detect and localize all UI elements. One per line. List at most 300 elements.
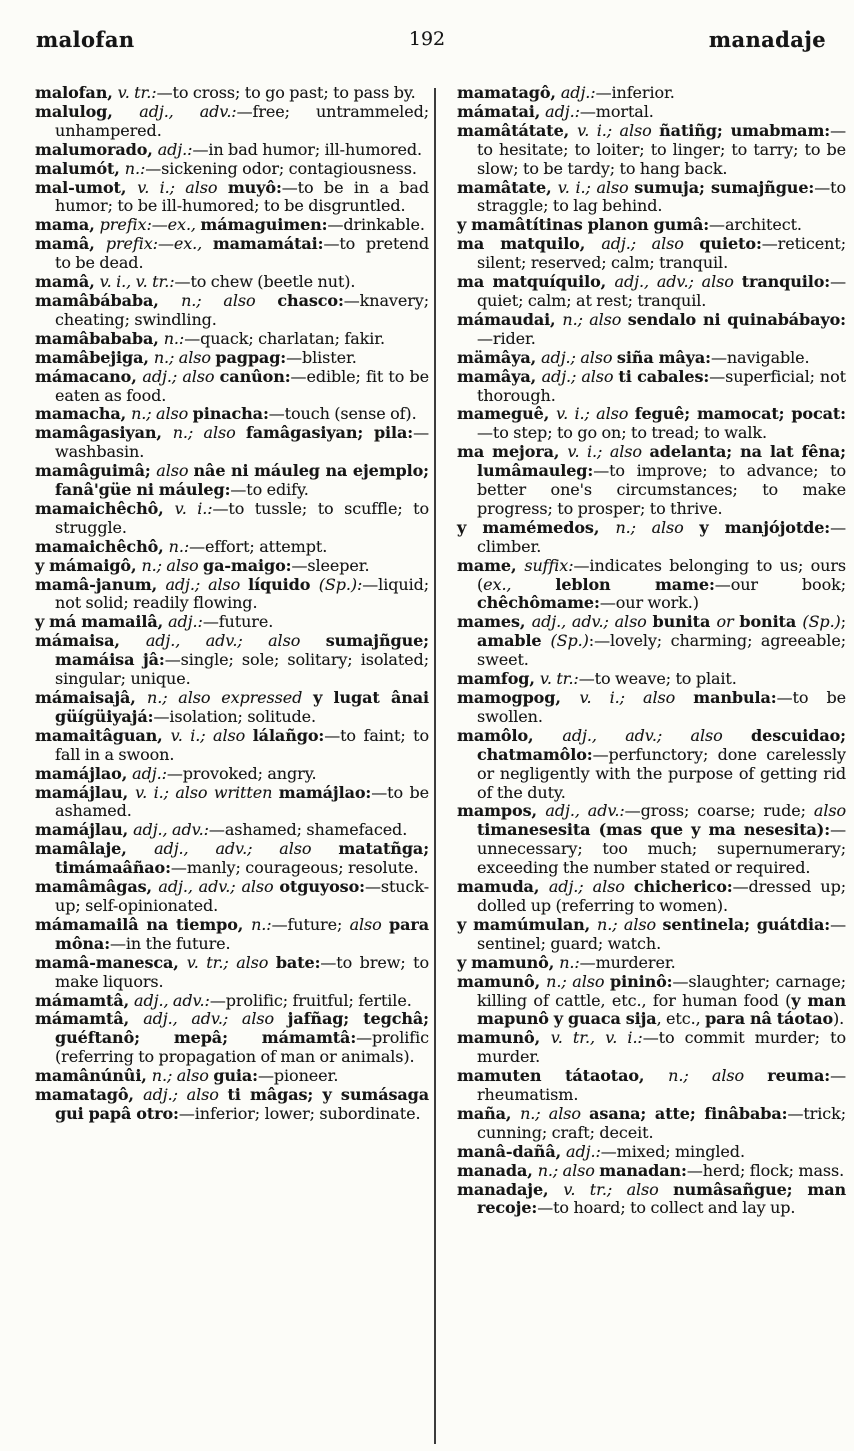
entry-text: sendalo ni quinabábayo: (627, 309, 846, 329)
entry-text: —to faint; to fall in a swoon. (55, 725, 430, 764)
headword: mamâlaje, (35, 839, 155, 859)
entry-text: v. i.; also written (135, 782, 279, 802)
dictionary-entry (457, 916, 846, 954)
dictionary-entry (35, 689, 429, 727)
dictionary-entry (457, 1143, 846, 1162)
dictionary-entry (457, 613, 846, 670)
headword: malumót, (35, 158, 125, 178)
entry-text: n.; also (153, 347, 216, 367)
headword: mamunô, (457, 1028, 551, 1048)
dictionary-entry (35, 141, 429, 160)
dictionary-entry (457, 179, 846, 217)
entry-text: ; (840, 612, 846, 632)
dictionary-entry (457, 878, 846, 916)
entry-text: v. i., v. tr.: (99, 272, 175, 292)
entry-text: —in bad humor; ill-humored. (192, 139, 423, 159)
dictionary-entry (35, 1010, 429, 1067)
entry-text: famâgasiyan; pila: (245, 423, 414, 443)
entry-text: —prolific (referring to propagation of man or animals). (55, 1028, 429, 1067)
dictionary-entry (35, 216, 429, 235)
entry-text: —dressed up; dolled up (referring to women). (477, 877, 846, 915)
dictionary-entry (457, 727, 846, 803)
entry-text: v. i.; also (577, 120, 660, 140)
dictionary-entry (35, 273, 429, 292)
dictionary-entry (457, 954, 846, 973)
entry-text: sentinela; guátdia: (662, 914, 831, 934)
entry-text: —to brew; to make liquors. (55, 952, 430, 991)
entry-text: ga-maigo: (203, 555, 292, 575)
headword: mamâtate, (457, 177, 558, 197)
dictionary-entry (35, 727, 429, 765)
dictionary-entry (457, 1105, 846, 1143)
entry-text: —herd; flock; mass. (686, 1160, 845, 1180)
entry-text: also (813, 801, 846, 821)
entry-text: adj., adv.; also (614, 272, 742, 292)
dictionary-entry (457, 405, 846, 443)
entry-text: v. tr.: (539, 669, 579, 689)
dictionary-entry (457, 311, 846, 349)
headword: mámamtâ, (35, 1009, 144, 1029)
entry-text: adj., adv.: (545, 801, 625, 821)
entry-text: v. i.; also (579, 688, 694, 707)
entry-text: n.; also (181, 290, 278, 310)
entry-text: , etc., (656, 1009, 706, 1029)
entry-text: adj.; also (142, 366, 220, 386)
entry-text: —future. (202, 612, 274, 632)
dictionary-entry (457, 273, 846, 311)
entry-text: adj., adv.: (134, 990, 210, 1010)
headword: mamâ, (35, 272, 100, 292)
entry-text: pininô: (610, 971, 673, 991)
dictionary-entry (35, 292, 429, 330)
headword: y mamémedos, (457, 517, 616, 537)
entry-text: adj., adv.; also (143, 1009, 288, 1029)
dictionary-entry (35, 368, 429, 406)
dictionary-entry (35, 840, 429, 878)
dictionary-entry (35, 349, 429, 368)
dictionary-entry (35, 160, 429, 179)
entry-text: —quiet; calm; at rest; tranquil. (477, 272, 846, 310)
entry-text: —to be swollen. (477, 688, 847, 726)
headword: mamâbábaba, (35, 290, 182, 310)
dictionary-entry (457, 670, 846, 689)
dictionary-entry (457, 235, 846, 273)
dictionary-entry (35, 84, 429, 103)
dictionary-entry (457, 802, 846, 878)
headword: mamuten tátaotao, (457, 1066, 669, 1086)
dictionary-entry (35, 179, 429, 217)
headword: mamogpog, (457, 688, 580, 707)
page-number: 192 (408, 28, 446, 50)
entry-text: sumuja; sumajñgue: (634, 177, 815, 197)
headword: ma matquilo, (457, 234, 602, 254)
headword: mámaudai, (457, 309, 563, 329)
right-column (457, 84, 846, 1218)
headword: mámacano, (35, 366, 143, 386)
entry-text: —sickening odor; contagiousness. (145, 158, 417, 178)
entry-text: adj.: (168, 612, 203, 632)
page-header (0, 27, 854, 59)
entry-text: n.; also (615, 517, 700, 537)
entry-text: adelanta; na lat fêna; lumâmauleg: (477, 442, 846, 481)
headword: mámaisajâ, (35, 688, 148, 707)
dictionary-entry (35, 632, 429, 689)
entry-text: chêchômame: (477, 593, 600, 613)
entry-text: ex., (483, 574, 556, 594)
dictionary-entry (35, 878, 429, 916)
entry-text: nâe ni máuleg na ejemplo; fanâ'güe ni máuleg: (55, 461, 429, 500)
entry-text: —to pretend to be dead. (55, 234, 430, 273)
entry-text: —mortal. (579, 101, 654, 121)
entry-text: timanesesita (mas que y ma nesesita): (477, 820, 831, 840)
entry-text: matatñga; timámaâñao: (55, 839, 429, 878)
headword: mámaisa, (35, 631, 146, 651)
entry-text: —pioneer. (258, 1066, 339, 1086)
entry-text: v. tr.: (117, 83, 157, 102)
entry-text: asana; atte; finâbaba: (589, 1103, 788, 1123)
entry-text: v. tr., v. i.: (550, 1028, 643, 1048)
headword: mamunô, (457, 971, 547, 991)
dictionary-entry (457, 519, 846, 557)
entry-text: —future; (271, 914, 350, 934)
entry-text: —blister. (286, 347, 357, 367)
dictionary-entry (457, 84, 846, 103)
entry-text: —navigable. (710, 347, 810, 367)
dictionary-entry (35, 405, 429, 424)
entry-text: n.: (251, 914, 272, 934)
entry-text: —gross; coarse; rude; (624, 801, 814, 821)
entry-text: feguê; mamocat; pocat: (634, 404, 846, 424)
headword: y mámaigô, (35, 555, 142, 575)
entry-text: —to be in a bad humor; to be ill-humored; to be disgruntled. (55, 177, 429, 216)
headword: mamatagô, (457, 83, 561, 102)
entry-text: sumajñgue; mamáisa jâ: (55, 631, 429, 670)
entry-text: v. i.; also (137, 177, 228, 197)
headword: mamájlau, (35, 782, 136, 802)
entry-text: ñatiñg; umabmam: (659, 120, 831, 140)
headword: y mamúmulan, (457, 914, 598, 934)
entry-text: —to step; to go on; to tread; to walk. (477, 423, 767, 443)
header-guide-word-right: manadaje (708, 27, 826, 52)
headword: mamâya, (457, 366, 542, 386)
entry-text: ti cabales: (618, 366, 710, 386)
dictionary-entry (457, 1181, 846, 1219)
entry-text: (Sp.) (802, 612, 841, 632)
headword: y mamâtítinas planon gumâ: (457, 215, 710, 235)
headword: mamâbababa, (35, 328, 164, 348)
entry-text: adj.; also (548, 877, 634, 897)
entry-text: guia: (213, 1066, 258, 1086)
entry-text: also (156, 461, 194, 481)
entry-text: —slaughter; carnage; killing of cattle, etc., for human food ( (477, 971, 846, 1010)
headword: mames, (457, 612, 532, 632)
entry-text: suffix: (524, 555, 574, 575)
headword: mameguê, (457, 404, 557, 424)
headword: mampos, (457, 801, 546, 821)
headword: mámamailâ na tiempo, (35, 914, 252, 934)
dictionary-entry (457, 349, 846, 368)
dictionary-entry (457, 122, 846, 179)
entry-text: —climber. (477, 517, 847, 556)
entry-text: —ashamed; shamefaced. (208, 820, 408, 840)
headword: malumorado, (35, 139, 158, 159)
entry-text: n.; also expressed (147, 688, 314, 707)
headword: manada, (457, 1160, 538, 1180)
headword: mamájlau, (35, 820, 134, 840)
headword: mamôlo, (457, 725, 563, 745)
entry-text: :—lovely; charming; agreeable; sweet. (477, 631, 846, 670)
entry-text: otguyoso: (279, 877, 365, 897)
entry-text: n.; also (151, 1066, 214, 1086)
entry-text: bunita (652, 612, 717, 632)
entry-text: v. i.; also (170, 725, 253, 745)
entry-text: n.; also (668, 1066, 768, 1086)
entry-text: adj.: (545, 101, 580, 121)
dictionary-entry (35, 424, 429, 462)
headword: y má mamailâ, (35, 612, 169, 632)
headword: ma mejora, (457, 442, 568, 462)
entry-text: adj., adv.; also (154, 839, 339, 859)
headword: manadaje, (457, 1179, 564, 1199)
entry-text: y manjójotde: (699, 517, 831, 537)
entry-text: —to hesitate; to loiter; to linger; to tarry; to be slow; to be tardy; to hang back. (477, 120, 846, 178)
headword: mamâtátate, (457, 120, 578, 140)
dictionary-entry (457, 103, 846, 122)
entry-text: —to weave; to plait. (578, 669, 737, 689)
entry-text: y man mapunô y guaca sija (477, 990, 846, 1029)
headword: mamâ-manesca, (35, 952, 187, 972)
entry-text: —rheumatism. (477, 1066, 846, 1105)
entry-text: n.; also (537, 1160, 600, 1180)
dictionary-entry (35, 1067, 429, 1086)
dictionary-entry (35, 557, 429, 576)
left-column (35, 84, 429, 1124)
entry-text: —indicates belonging to us; ours ( (477, 555, 846, 594)
headword: mamâbejiga, (35, 347, 154, 367)
entry-text: adj.; also (541, 347, 617, 367)
entry-text: —to be ashamed. (55, 782, 429, 821)
entry-text: n.; also (546, 971, 610, 991)
entry-text: —trick; cunning; craft; deceit. (477, 1103, 846, 1142)
dictionary-entry (35, 992, 429, 1011)
headword: mamaichêchô, (35, 536, 169, 556)
headword: mämâya, (457, 347, 542, 367)
headword: mámamtâ, (35, 990, 135, 1010)
entry-text: —effort; attempt. (189, 536, 328, 556)
entry-text: —provoked; angry. (166, 763, 317, 783)
entry-text: ti mâgas; y sumásaga gui papâ otro: (55, 1085, 429, 1123)
dictionary-entry (35, 462, 429, 500)
headword: mamfog, (457, 669, 540, 689)
dictionary-entry (35, 103, 429, 141)
entry-text: para nâ táotao (705, 1009, 834, 1029)
entry-text: v. tr.; also (186, 952, 276, 972)
entry-text: prefix:—ex., (99, 215, 201, 235)
headword: mamâguimâ; (35, 461, 157, 481)
entry-text: —to cross; to go past; to pass by. (156, 83, 416, 102)
headword: mamânúnûi, (35, 1066, 152, 1086)
entry-text: —superficial; not thorough. (477, 366, 846, 405)
entry-text: v. i.; also (556, 404, 635, 424)
entry-text: —inferior; lower; subordinate. (178, 1103, 421, 1123)
entry-text: —to tussle; to scuffle; to struggle. (55, 498, 429, 537)
entry-text: quieto: (699, 234, 762, 254)
dictionary-entry (457, 689, 846, 727)
entry-text: —stuck-up; self-opinionated. (55, 877, 429, 915)
entry-text: adj.: (560, 83, 596, 102)
entry-text: —mixed; mingled. (600, 1141, 745, 1161)
column-divider-rule (434, 88, 436, 1444)
entry-text: —to straggle; to lag behind. (477, 177, 846, 216)
headword: maña, (457, 1103, 521, 1123)
entry-text: v. i.; also (557, 177, 635, 197)
entry-text: mamamátai: (212, 234, 324, 254)
entry-text: —to chew (beetle nut). (174, 272, 356, 292)
entry-text: adj.; also (143, 1085, 228, 1105)
entry-text: adj., adv.: (133, 820, 209, 840)
entry-text: mámaguimen: (200, 215, 328, 235)
entry-text: leblon mame: (555, 574, 715, 594)
entry-text: n.; also (562, 309, 628, 329)
headword: ma matquíquilo, (457, 272, 615, 292)
entry-text: adj.: (566, 1141, 601, 1161)
entry-text: —single; sole; solitary; isolated; singular; unique. (55, 650, 429, 689)
dictionary-entry (35, 954, 429, 992)
entry-text: —to commit murder; to murder. (477, 1028, 846, 1067)
entry-text: —knavery; cheating; swindling. (55, 290, 429, 329)
entry-text: ). (833, 1009, 845, 1029)
entry-text: n.; also (172, 423, 246, 443)
header-guide-word-left: malofan (36, 27, 135, 52)
entry-text: n.: (124, 158, 146, 178)
entry-text: v. tr.; also (563, 1179, 674, 1199)
entry-text: —sentinel; guard; watch. (477, 914, 846, 953)
headword: manâ-dañâ, (457, 1141, 567, 1161)
entry-text: —rider. (477, 328, 536, 348)
entry-text: amable (477, 631, 551, 651)
entry-text: adj.; also (541, 366, 619, 386)
entry-text: —to improve; to advance; to better one's circumstances; to make progress; to prosper; to thrive. (477, 461, 846, 518)
headword: y mamunô, (457, 952, 560, 972)
dictionary-entry (457, 557, 846, 614)
entry-text: n.; also (597, 914, 663, 934)
entry-text: adj., adv.; also (562, 725, 752, 745)
entry-text: adj.; also (601, 234, 700, 254)
entry-text: manadan: (599, 1160, 687, 1180)
dictionary-entry (35, 330, 429, 349)
entry-text: para môna: (55, 914, 429, 953)
headword: malulog, (35, 101, 140, 121)
entry-text: —liquid; not solid; readily flowing. (55, 574, 430, 613)
headword: mame, (457, 555, 525, 575)
headword: mamâ, (35, 234, 106, 254)
dictionary-entry (35, 821, 429, 840)
entry-text: bate: (275, 952, 321, 972)
entry-text: adj.: (157, 139, 193, 159)
entry-text: y lugat ânai güígüiyajá: (55, 688, 429, 726)
entry-text: —architect. (709, 215, 802, 235)
entry-text: adj., adv.; also (531, 612, 653, 632)
headword: mamâmâgas, (35, 877, 159, 897)
dictionary-entry (457, 368, 846, 406)
entry-text: —in the future. (110, 933, 231, 953)
dictionary-entry (35, 576, 429, 614)
entry-text: (Sp.) (550, 631, 589, 651)
headword: mamájlao, (35, 763, 133, 783)
headword: mamâ-janum, (35, 574, 166, 594)
entry-text: manbula: (693, 688, 777, 707)
headword: mamacha, (35, 404, 132, 424)
headword: mamuda, (457, 877, 549, 897)
entry-text: mamájlao: (278, 782, 372, 802)
entry-text: v. i.; also (567, 442, 650, 462)
dictionary-entry (35, 613, 429, 632)
entry-text: adj.: (132, 763, 167, 783)
entry-text: adj., adv.: (139, 101, 237, 121)
entry-text: —prolific; fruitful; fertile. (209, 990, 412, 1010)
entry-text: jafñag; tegchâ; guéftanô; mepâ; mámamtâ: (55, 1009, 429, 1048)
entry-text: adj., adv.; also (158, 877, 280, 897)
entry-text: v. i.: (174, 498, 213, 518)
dictionary-entry (35, 765, 429, 784)
entry-text: pagpag: (215, 347, 287, 367)
entry-text: —unnecessary; too much; supernumerary; exceeding the number stated or required. (477, 820, 846, 878)
entry-text: —quack; charlatan; fakir. (184, 328, 386, 348)
entry-text: —free; untrammeled; unhampered. (55, 101, 430, 140)
headword: mamâgasiyan, (35, 423, 173, 443)
dictionary-entry (457, 1067, 846, 1105)
entry-text: tranquilo: (741, 272, 831, 292)
entry-text: chicherico: (633, 877, 733, 897)
entry-text: —reticent; silent; reserved; calm; tranquil. (477, 234, 846, 273)
entry-text: —our book; (714, 574, 846, 594)
entry-text: —to hoard; to collect and lay up. (537, 1198, 796, 1218)
dictionary-entry (35, 1086, 429, 1124)
entry-text: lálañgo: (252, 725, 325, 745)
entry-text: n.; also (141, 555, 204, 575)
entry-text: prefix:—ex., (105, 234, 213, 254)
dictionary-entry (35, 916, 429, 954)
entry-text: adj.; also (165, 574, 249, 594)
headword: mamatagô, (35, 1085, 144, 1105)
entry-text: n.: (168, 536, 190, 556)
headword: mamaitâguan, (35, 725, 171, 745)
entry-text: —washbasin. (55, 423, 429, 462)
dictionary-entry (457, 443, 846, 519)
entry-text: —manly; courageous; resolute. (170, 858, 419, 878)
entry-text: —murderer. (579, 952, 676, 972)
entry-text: numâsañgue; man recoje: (477, 1179, 846, 1218)
entry-text: —drinkable. (327, 215, 425, 235)
entry-text: pinacha: (192, 404, 269, 424)
entry-text: bonita (739, 612, 803, 632)
headword: mámatai, (457, 101, 546, 121)
entry-text: —perfunctory; done carelessly or negligently with the purpose of getting rid of the duty. (477, 744, 846, 802)
headword: malofan, (35, 83, 118, 102)
entry-text: chasco: (277, 290, 344, 310)
entry-text: also (349, 914, 390, 934)
dictionary-entry (35, 500, 429, 538)
entry-text: —edible; fit to be eaten as food. (55, 366, 429, 405)
headword: mal-umot, (35, 177, 138, 197)
entry-text: —isolation; solitude. (153, 706, 317, 726)
dictionary-entry (457, 1029, 846, 1067)
dictionary-entry (35, 538, 429, 557)
entry-text: —touch (sense of). (268, 404, 417, 424)
entry-text: n.; also (520, 1103, 590, 1123)
dictionary-entry (457, 973, 846, 1030)
entry-text: adj., adv.; also (145, 631, 326, 651)
